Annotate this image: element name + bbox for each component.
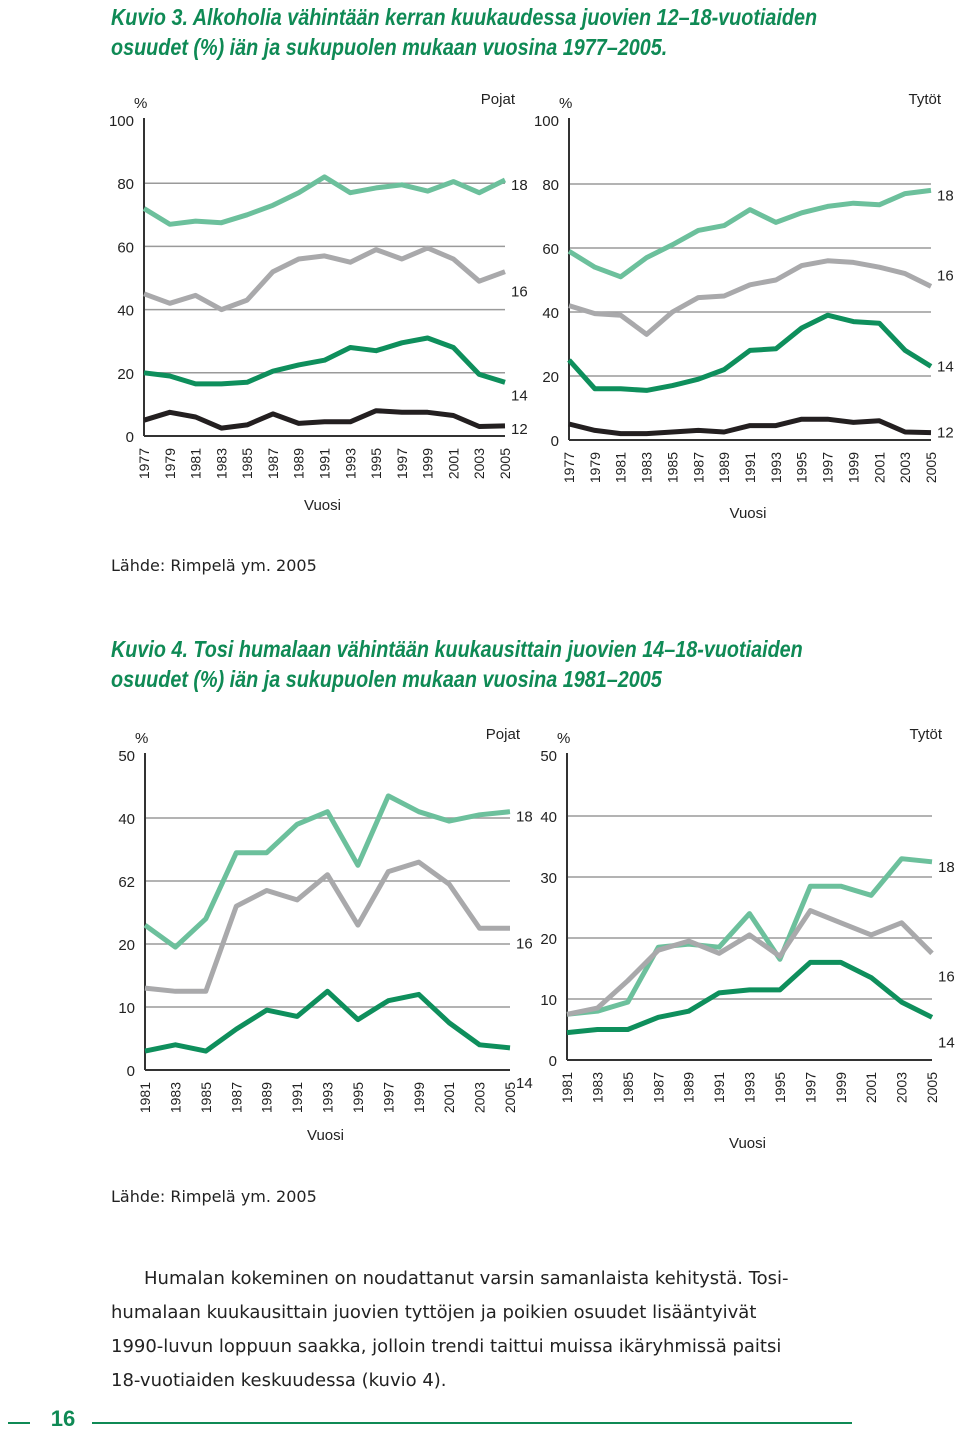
x-axis-label: Vuosi: [729, 505, 767, 522]
page-number: 16: [50, 1406, 76, 1431]
x-tick-label: 1997: [380, 1082, 397, 1114]
y-tick-label: 50: [118, 748, 135, 765]
y-tick-label: 60: [542, 241, 559, 258]
x-tick-label: 1983: [589, 1072, 606, 1104]
x-axis-label: Vuosi: [729, 1135, 766, 1152]
x-tick-label: 2005: [924, 1072, 940, 1104]
series-line-14: [569, 315, 931, 390]
x-tick-label: 1989: [716, 452, 733, 484]
y-tick-label: 50: [540, 748, 557, 765]
panel-title: Pojat: [485, 726, 520, 743]
footer-rule-left: [8, 1422, 30, 1424]
x-tick-label: 1981: [137, 1082, 153, 1114]
figure4-caption: [111, 634, 803, 694]
panel-title: Tytöt: [908, 91, 941, 108]
body-line-1: Humalan kokeminen on noudattanut varsin samanlaista kehitystä. Tosi-: [144, 1268, 789, 1289]
x-tick-label: 1983: [638, 452, 655, 484]
y-tick-label: 20: [540, 931, 557, 948]
footer-rule-right: [92, 1422, 852, 1424]
body-line-2: humalaan kuukausittain juovien tyttöjen ja poikien osuudet lisääntyivät: [111, 1302, 757, 1323]
x-tick-label: 1999: [832, 1072, 849, 1104]
x-tick-label: 1991: [742, 452, 758, 484]
x-tick-label: 1989: [258, 1082, 275, 1114]
x-tick-label: 2003: [893, 1072, 910, 1104]
body-line-4: 18-vuotiaiden keskuudessa (kuvio 4).: [111, 1370, 447, 1391]
x-tick-label: 1995: [793, 452, 810, 484]
x-tick-label: 1983: [167, 1082, 184, 1114]
x-tick-label: 1997: [802, 1072, 819, 1104]
series-line-14: [144, 338, 505, 384]
series-end-label: 12: [511, 420, 528, 438]
x-tick-label: 2001: [863, 1072, 880, 1104]
y-tick-label: 40: [118, 811, 135, 828]
y-tick-label: 20: [542, 369, 559, 386]
series-end-label: 14: [516, 1074, 533, 1092]
series-line-14: [567, 962, 932, 1032]
x-tick-label: 1983: [213, 448, 230, 480]
x-tick-label: 2001: [871, 452, 888, 484]
x-tick-label: 1991: [711, 1072, 728, 1104]
chart-kuvio3-pojat: [100, 90, 540, 520]
series-line-12: [144, 411, 505, 428]
series-end-label: 18: [511, 177, 528, 195]
x-tick-label: 1977: [136, 448, 152, 480]
x-tick-label: 2005: [923, 452, 939, 484]
x-tick-label: 1985: [239, 448, 256, 480]
y-tick-label: 40: [540, 809, 557, 826]
y-tick-label: 10: [540, 992, 557, 1009]
series-line-14: [145, 991, 510, 1051]
x-tick-label: 1981: [187, 448, 204, 480]
x-tick-label: 1999: [410, 1082, 427, 1114]
x-tick-label: 1997: [819, 452, 836, 484]
x-tick-label: 1985: [664, 452, 681, 484]
y-tick-label: 0: [126, 1063, 135, 1080]
y-tick-label: 100: [108, 113, 134, 130]
x-tick-label: 2003: [471, 1082, 488, 1114]
body-paragraph: [111, 1262, 851, 1398]
y-tick-label: 60: [117, 239, 134, 257]
y-unit-label: %: [135, 730, 149, 747]
x-tick-label: 1979: [586, 452, 603, 484]
y-unit-label: %: [559, 95, 573, 112]
series-end-label: 16: [938, 968, 955, 986]
x-axis-label: Vuosi: [307, 1127, 344, 1144]
x-tick-label: 1979: [161, 448, 178, 480]
x-tick-label: 1993: [741, 1072, 758, 1104]
y-tick-label: 10: [118, 1000, 135, 1017]
x-tick-label: 2005: [497, 448, 513, 480]
x-tick-label: 2003: [471, 448, 488, 480]
x-tick-label: 2001: [445, 448, 462, 480]
body-line-3: 1990-luvun loppuun saakka, jolloin trendi taittui muissa ikäryhmissä paitsi: [111, 1336, 782, 1357]
x-tick-label: 1997: [393, 448, 410, 480]
x-tick-label: 1999: [845, 452, 862, 484]
y-tick-label: 40: [542, 305, 559, 322]
x-tick-label: 1999: [419, 448, 436, 480]
y-tick-label: 80: [117, 176, 134, 194]
series-end-label: 14: [511, 387, 528, 405]
series-end-label: 16: [516, 935, 533, 953]
x-tick-label: 1995: [368, 448, 385, 480]
series-end-label: 18: [516, 808, 533, 826]
y-tick-label: 30: [540, 870, 557, 887]
y-unit-label: %: [134, 95, 148, 112]
figure3-source: Lähde: Rimpelä ym. 2005: [111, 556, 317, 575]
figure4-caption-line2: osuudet (%) iän ja sukupuolen mukaan vuosina 1981–2005: [111, 666, 662, 692]
chart-kuvio3-tytot: [525, 90, 960, 530]
y-tick-label: 80: [542, 177, 559, 194]
x-axis-label: Vuosi: [304, 497, 341, 514]
series-line-18: [569, 190, 931, 276]
y-tick-label: 20: [118, 937, 135, 954]
series-end-label: 14: [938, 1034, 955, 1052]
chart-kuvio4-pojat: [100, 715, 540, 1155]
x-tick-label: 1985: [197, 1082, 214, 1114]
series-line-18: [144, 177, 505, 224]
y-tick-label: 20: [117, 365, 134, 383]
figure3-caption: [111, 2, 817, 62]
series-end-label: 16: [511, 283, 528, 301]
y-tick-label: 0: [548, 1053, 557, 1070]
y-tick-label: 62: [118, 874, 135, 891]
x-tick-label: 1985: [619, 1072, 636, 1104]
x-tick-label: 2003: [897, 452, 914, 484]
series-end-label: 12: [937, 424, 954, 442]
y-tick-label: 0: [550, 433, 559, 450]
x-tick-label: 1987: [690, 452, 707, 484]
y-tick-label: 0: [125, 429, 134, 446]
y-tick-label: 40: [117, 302, 134, 320]
x-tick-label: 1993: [767, 452, 784, 484]
series-end-label: 18: [937, 187, 954, 205]
x-tick-label: 1981: [612, 452, 629, 484]
figure4-source: Lähde: Rimpelä ym. 2005: [111, 1187, 317, 1206]
x-tick-label: 1995: [349, 1082, 366, 1114]
x-tick-label: 1995: [771, 1072, 788, 1104]
series-end-label: 14: [937, 358, 954, 376]
figure3-caption-line1: Kuvio 3. Alkoholia vähintään kerran kuukaudessa juovien 12–18-vuotiaiden: [111, 4, 818, 30]
figure3-caption-line2: osuudet (%) iän ja sukupuolen mukaan vuosina 1977–2005.: [111, 34, 668, 60]
x-tick-label: 1981: [559, 1072, 575, 1104]
x-tick-label: 2005: [502, 1082, 518, 1114]
figure4-caption-line1: Kuvio 4. Tosi humalaan vähintään kuukausittain juovien 14–18-vuotiaiden: [111, 636, 803, 662]
y-unit-label: %: [557, 730, 571, 747]
panel-title: Tytöt: [909, 726, 942, 743]
x-tick-label: 1989: [680, 1072, 697, 1104]
x-tick-label: 1987: [228, 1082, 245, 1114]
chart-kuvio4-tytot: [525, 715, 960, 1155]
x-tick-label: 1991: [316, 448, 333, 480]
x-tick-label: 1993: [319, 1082, 336, 1114]
x-tick-label: 2001: [441, 1082, 458, 1114]
series-line-16: [144, 248, 505, 310]
x-tick-label: 1993: [342, 448, 359, 480]
y-tick-label: 100: [533, 113, 559, 130]
x-tick-label: 1977: [561, 452, 577, 484]
x-tick-label: 1987: [264, 448, 281, 480]
series-line-12: [569, 419, 931, 433]
x-tick-label: 1991: [289, 1082, 306, 1114]
panel-title: Pojat: [480, 91, 515, 108]
series-end-label: 18: [938, 858, 955, 876]
series-end-label: 16: [937, 267, 954, 285]
x-tick-label: 1989: [290, 448, 307, 480]
x-tick-label: 1987: [650, 1072, 667, 1104]
